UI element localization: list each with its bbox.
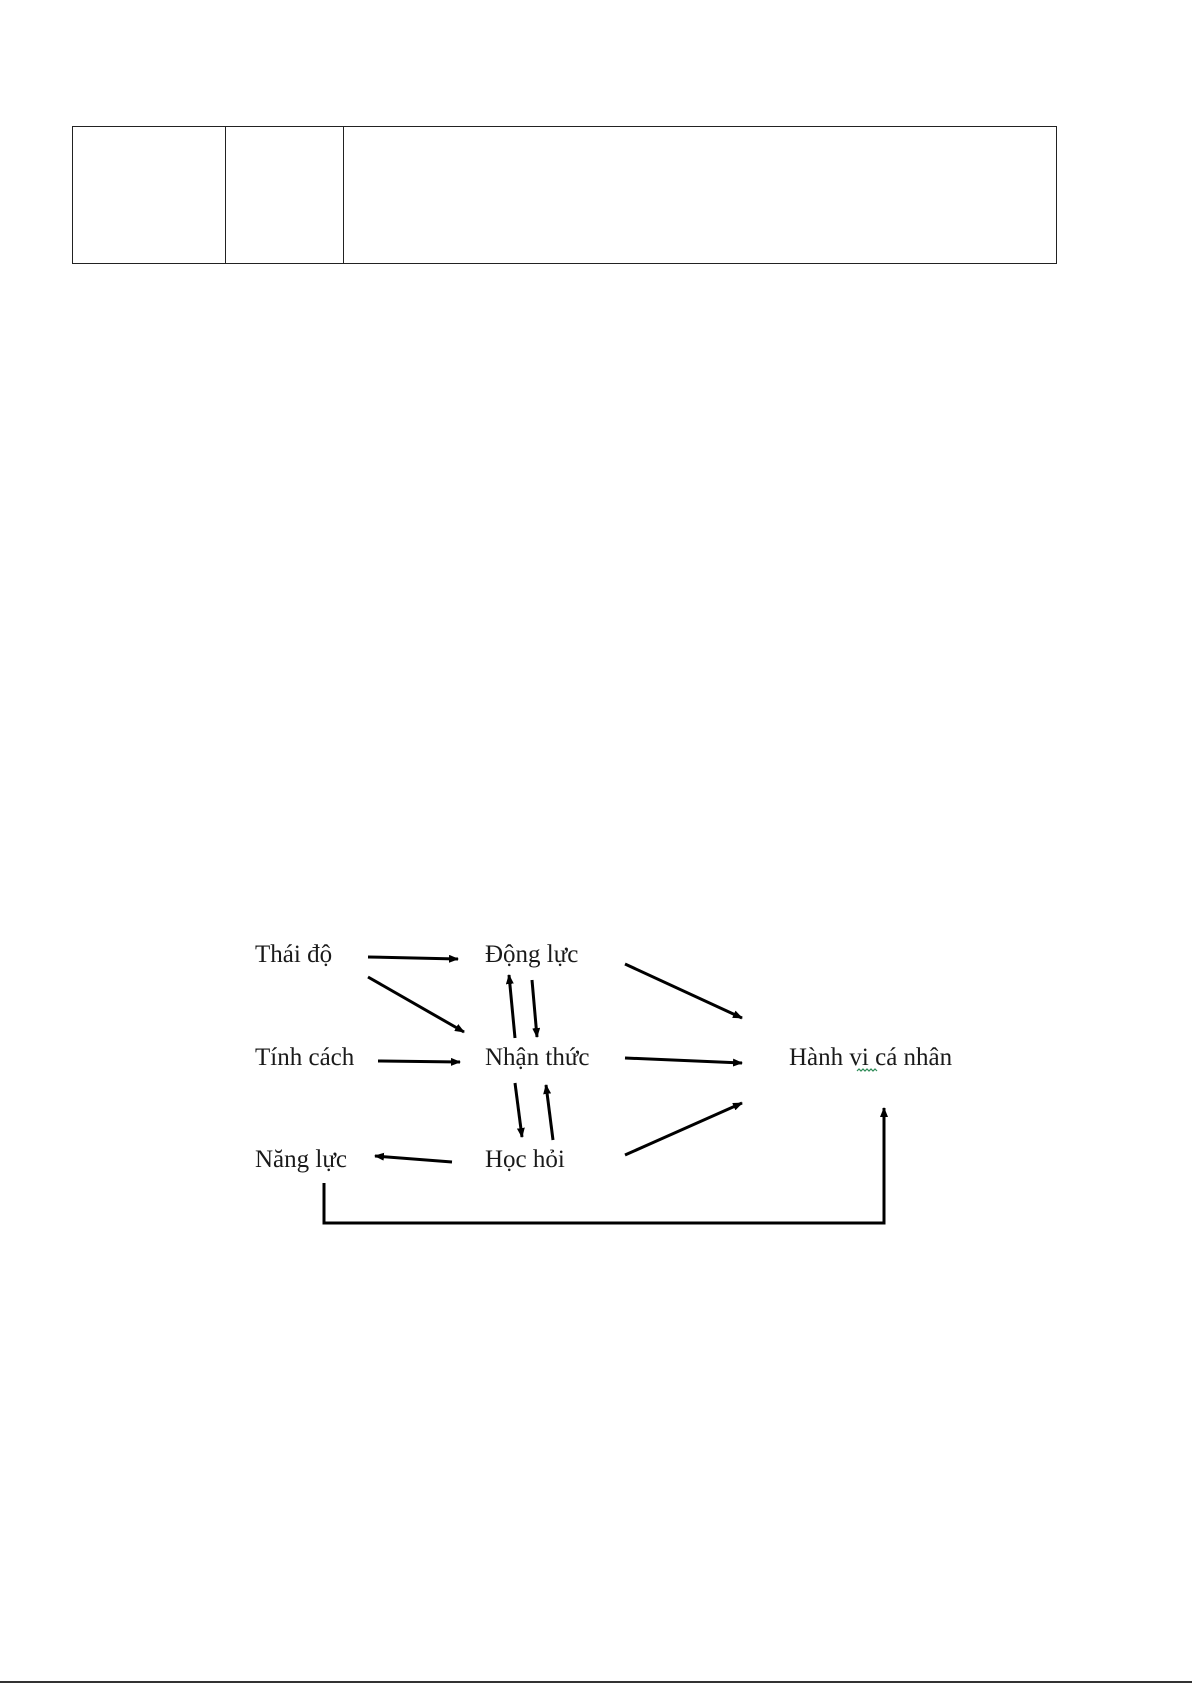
arrow-dong-luc-to-hanh-vi (625, 964, 742, 1018)
arrow-nhan-thuc-to-hoc-hoi (515, 1083, 522, 1137)
node-thai-do: Thái độ (255, 941, 333, 968)
arrow-hoc-hoi-to-nhan-thuc (546, 1085, 553, 1140)
document-table (72, 126, 1057, 264)
arrow-nhan-thuc-to-hanh-vi (625, 1058, 742, 1063)
arrow-hoc-hoi-to-hanh-vi (625, 1103, 742, 1155)
table-cell-1 (73, 127, 226, 264)
node-tinh-cach: Tính cách (255, 1044, 355, 1071)
arrow-nang-luc-to-hanh-vi (324, 1108, 884, 1223)
node-nhan-thuc: Nhận thức (485, 1044, 590, 1071)
page-bottom-rule (0, 1681, 1192, 1683)
node-hoc-hoi: Học hỏi (485, 1146, 565, 1173)
table-cell-3 (344, 127, 1057, 264)
node-dong-luc: Động lực (485, 941, 579, 968)
table-cell-2 (226, 127, 344, 264)
arrow-hoc-hoi-to-nang-luc (375, 1156, 452, 1162)
arrow-dong-luc-to-nhan-thuc (532, 980, 537, 1037)
table-row (73, 127, 1057, 264)
arrow-tinh-cach-to-nhan-thuc (378, 1061, 460, 1062)
arrow-thai-do-to-nhan-thuc (368, 977, 464, 1032)
node-hanh-vi-ca-nhan: Hành vi cá nhân (789, 1044, 953, 1071)
node-nang-luc: Năng lực (255, 1146, 347, 1173)
spellcheck-squiggle (857, 1069, 877, 1071)
arrow-thai-do-to-dong-luc (368, 957, 458, 959)
arrow-nhan-thuc-to-dong-luc (509, 975, 515, 1038)
